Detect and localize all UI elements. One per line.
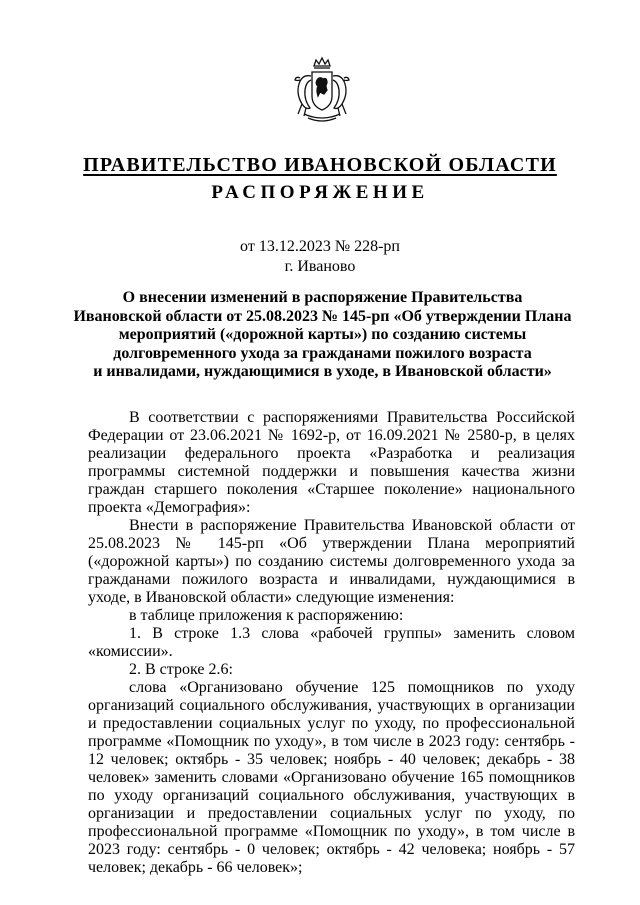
- document-date-number: от 13.12.2023 № 228-рп: [240, 238, 400, 255]
- document-subject: [70, 289, 575, 382]
- organization-title: [0, 142, 640, 179]
- body-paragraph-item-2-text: слова «Организовано обучение 125 помощников по уходу организаций социального обслуживания, участвующих в организации и предоставлении социальных услуг по уходу, по профессиональной программе «Помощник по уходу», в том числе в 2023 году: сентябрь - 12 человек; октябрь - 35 человек; ноябрь - 40 человек; декабрь - 38 человек» заменить словами «Организовано обучение 165 помощников по уходу организаций социального обслуживания, участвующих в организации и предоставлении социальных услуг по уходу, по профессиональной программе «Помощник по уходу», в том числе в 2023 году: сентябрь - 0 человек; октябрь - 42 человека; ноябрь - 57 человек; декабрь - 66 человек»;: [88, 679, 575, 876]
- subject-line: мероприятий («дорожной карты») по созданию системы: [118, 326, 527, 343]
- body-paragraph-table-intro: в таблице приложения к распоряжению:: [129, 607, 404, 624]
- body-paragraph-item-1: 1. В строке 1.3 слова «рабочей группы» заменить словом «комиссии».: [88, 625, 575, 660]
- subject-line: и инвалидами, нуждающимися в уходе, в Ивановской области»: [93, 363, 552, 380]
- body-paragraph-order: Внести в распоряжение Правительства Ивановской области от 25.08.2023 № 145-рп «Об утверждении Плана мероприятий («дорожной карты») по созданию системы долговременного ухода за гражданами пожилого возраста и инвалидами, нуждающимися в уходе, в Ивановской области» следующие изменения:: [88, 517, 575, 606]
- document-type: РАСПОРЯЖЕНИЕ: [211, 182, 429, 203]
- subject-line: Ивановской области от 25.08.2023 № 145-рп «Об утверждении Плана: [73, 307, 572, 325]
- body-paragraph-item-2: 2. В строке 2.6:: [129, 661, 233, 678]
- organization-title-text: ПРАВИТЕЛЬСТВО ИВАНОВСКОЙ ОБЛАСТИ: [83, 154, 557, 176]
- body-paragraph-preamble: В соответствии с распоряжениями Правительства Российской Федерации от 23.06.2021 № 1692-р, от 16.09.2021 № 2580-р, в целях реализации федерального проекта «Разработка и реализация программы системной поддержки и повышения качества жизни граждан старшего поколения «Старшее поколение» национального проекта «Демография»:: [88, 409, 575, 516]
- subject-line: долговременного ухода за гражданами пожилого возраста: [113, 344, 532, 362]
- document-city: г. Иваново: [284, 258, 356, 275]
- document-body: [88, 409, 575, 877]
- coat-of-arms-icon: [290, 56, 354, 124]
- subject-line: О внесении изменений в распоряжение Правительства: [122, 289, 523, 306]
